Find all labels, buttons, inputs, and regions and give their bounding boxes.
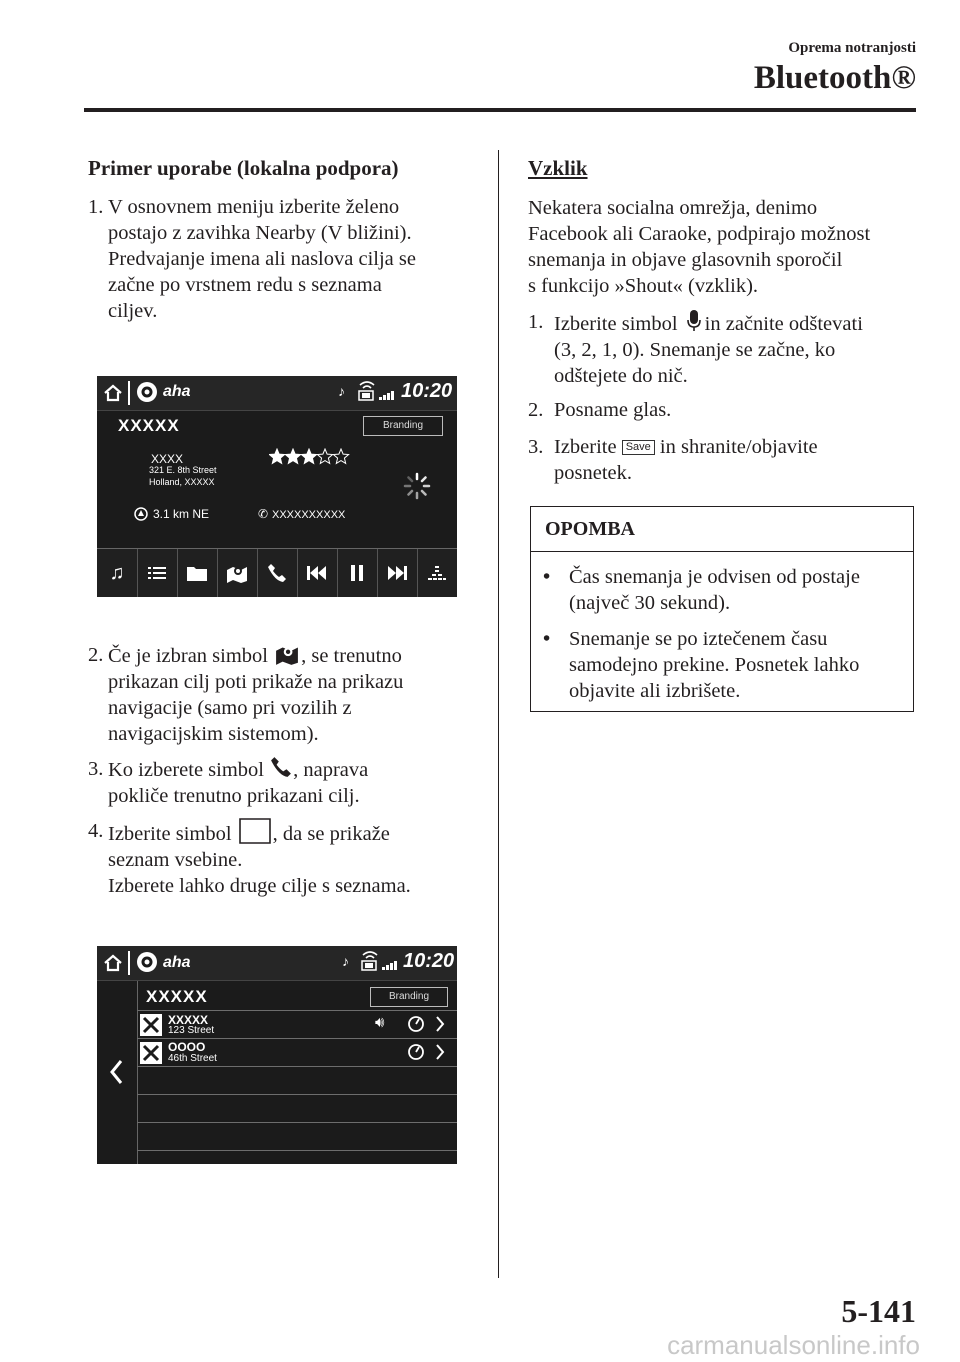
step-line: navigacije (samo pri vozilih z [108, 697, 352, 719]
toolbar [97, 548, 457, 597]
chevron-right-icon [435, 1044, 445, 1060]
phone-small-icon: ✆ [258, 507, 269, 521]
rating-stars [269, 448, 351, 466]
divider [128, 381, 130, 405]
step-text: in začnite odštevati [704, 313, 863, 335]
next-button[interactable] [377, 549, 418, 597]
save-button-inline: Save [622, 440, 655, 455]
note-item [543, 626, 903, 704]
list-item-empty [137, 1095, 457, 1123]
step-line: pokliče trenutno prikazani cilj. [108, 785, 360, 807]
list-item-empty [137, 1067, 457, 1095]
previous-icon [307, 566, 327, 580]
bullet: • [543, 628, 551, 650]
step-text: , naprava [293, 759, 369, 781]
item-name: OOOO [168, 1040, 206, 1054]
divider [128, 951, 130, 975]
step-number: 4. [88, 820, 104, 842]
step-text: , se trenutno [301, 645, 402, 667]
step-number: 3. [528, 436, 544, 458]
section-heading: Primer uporabe (lokalna podpora) [88, 156, 399, 180]
phone-icon [267, 563, 287, 583]
item-street: 46th Street [168, 1053, 217, 1064]
note-line: samodejno prekine. Posnetek lahko [569, 654, 860, 676]
star-filled-icon [285, 449, 300, 463]
clock: 10:20 [401, 380, 453, 402]
step-text: Izberite simbol [554, 313, 678, 335]
star-filled-icon [301, 449, 316, 463]
header-rule [84, 108, 916, 112]
phone-inline-icon [270, 756, 292, 778]
step-line: Izberete lahko druge cilje s seznama. [108, 875, 411, 897]
step-line: (3, 2, 1, 0). Snemanje se začne, ko [554, 339, 836, 361]
step-line: ciljev. [108, 300, 158, 322]
loading-spinner-icon [403, 472, 431, 500]
shout-step-2 [528, 397, 918, 423]
step-number: 2. [528, 399, 544, 421]
step-line: seznam vsebine. [108, 849, 243, 871]
step-4 [88, 818, 488, 899]
distance: 3.1 km NE [153, 507, 210, 521]
page-number: 5-141 [841, 1293, 916, 1329]
place-name: XXXX [151, 452, 184, 466]
destination-icon [140, 1014, 162, 1036]
shout-step-1 [528, 309, 918, 389]
app-name: aha [163, 954, 191, 971]
status-bar [97, 376, 457, 411]
compass-icon [407, 1015, 425, 1033]
intro-line: Facebook ali Caraoke, podpirajo možnost [528, 223, 871, 245]
step-line: V osnovnem meniju izberite želeno [108, 196, 400, 218]
intro-line: snemanja in objave glasovnih sporočil [528, 249, 843, 271]
previous-button[interactable] [297, 549, 338, 597]
destination-icon [140, 1042, 162, 1064]
star-empty-icon [333, 449, 348, 463]
app-name: aha [163, 383, 191, 400]
address-line-2: Holland, XXXXX [149, 477, 215, 487]
aha-screen-main [97, 376, 457, 596]
shout-step-3 [528, 434, 918, 486]
watermark: carmanualsonline.info [667, 1330, 920, 1360]
back-chevron-icon [109, 1059, 123, 1085]
aha-logo-icon [136, 381, 158, 403]
wifi-battery-signal-icon [355, 949, 403, 975]
bullet: • [543, 566, 551, 588]
star-filled-icon [269, 449, 284, 463]
music-icon: ♫ [109, 561, 125, 584]
section-title: Bluetooth® [753, 60, 916, 96]
branding-label: Branding [363, 416, 443, 436]
address-line-1: 321 E. 8th Street [149, 465, 217, 475]
note-line: objavite ali izbrišete. [569, 680, 741, 702]
item-street: 123 Street [168, 1025, 215, 1036]
step-line: prikazan cilj poti prikaže na prikazu [108, 671, 404, 693]
step-line: postajo z zavihka Nearby (V bližini). [108, 222, 412, 244]
list-item-empty [137, 1123, 457, 1151]
music-button[interactable] [97, 549, 138, 597]
star-empty-icon [317, 449, 332, 463]
step-text: Če je izbran simbol [108, 645, 268, 667]
note-box [530, 506, 914, 712]
step-line: začne po vrstnem redu s seznama [108, 274, 382, 296]
home-icon[interactable] [103, 383, 123, 403]
note-line: Snemanje se po iztečenem času [569, 628, 828, 650]
step-number: 1. [528, 311, 544, 333]
microphone-inline-icon [686, 309, 702, 333]
step-line: posnetek. [554, 462, 632, 484]
aha-logo-icon [136, 951, 158, 973]
list-icon [148, 566, 166, 580]
step-text: Izberite [554, 436, 617, 458]
speaker-icon: 🔊︎ [375, 1014, 385, 1031]
next-icon [387, 566, 407, 580]
map-button[interactable] [217, 549, 258, 597]
equalizer-icon [427, 564, 447, 582]
item-name: XXXXX [168, 1013, 209, 1027]
pause-icon [351, 565, 363, 581]
compass-icon [407, 1043, 425, 1061]
step-number: 1. [88, 196, 104, 218]
intro-paragraph [528, 195, 918, 299]
music-note-icon: ♪ [338, 383, 345, 399]
column-divider [498, 150, 499, 1278]
step-3 [88, 756, 488, 809]
list-item[interactable] [137, 1039, 457, 1067]
step-text: Izberite simbol [108, 823, 232, 845]
chevron-right-icon [435, 1016, 445, 1032]
step-line: navigacijskim sistemom). [108, 723, 319, 745]
folder-outline-inline-icon [238, 818, 272, 844]
step-number: 2. [88, 644, 104, 666]
chapter-title: Oprema notranjosti [788, 40, 916, 56]
list-button[interactable] [137, 549, 178, 597]
step-number: 3. [88, 758, 104, 780]
direction-icon [134, 507, 148, 521]
aha-screen-list [97, 946, 457, 1164]
music-note-icon: ♪ [342, 953, 349, 969]
step-line: Predvajanje imena ali naslova cilja se [108, 248, 416, 270]
station-title: XXXXX [146, 987, 208, 1006]
folder-button[interactable] [177, 549, 218, 597]
step-text: in shranite/objavite [659, 436, 818, 458]
step-2 [88, 642, 488, 747]
pause-button[interactable] [337, 549, 378, 597]
step-line: odštejete do nič. [554, 365, 688, 387]
clock: 10:20 [403, 950, 455, 972]
step-text: Ko izberete simbol [108, 759, 264, 781]
list-item[interactable] [137, 1011, 457, 1039]
phone-number: XXXXXXXXXX [272, 509, 346, 521]
call-button[interactable] [257, 549, 298, 597]
subsection-heading: Vzklik [528, 156, 588, 180]
status-bar [97, 946, 457, 981]
station-title: XXXXX [118, 416, 180, 435]
home-icon[interactable] [103, 953, 123, 973]
note-line: Čas snemanja je odvisen od postaje [569, 566, 860, 588]
map-pin-inline-icon [275, 642, 299, 666]
note-item [543, 564, 903, 616]
note-heading: OPOMBA [531, 507, 913, 552]
map-pin-icon [226, 562, 248, 584]
note-line: (največ 30 sekund). [569, 592, 731, 614]
wifi-battery-signal-icon [352, 379, 400, 405]
intro-line: Nekatera socialna omrežja, denimo [528, 197, 818, 219]
back-button[interactable] [97, 981, 138, 1164]
equalizer-button[interactable] [417, 549, 457, 597]
step-text: , da se prikaže [272, 823, 390, 845]
step-line: Posname glas. [554, 399, 672, 421]
intro-line: s funkcijo »Shout« (vzklik). [528, 275, 759, 297]
branding-label: Branding [370, 987, 448, 1007]
step-1 [88, 194, 488, 324]
folder-icon [186, 564, 208, 582]
